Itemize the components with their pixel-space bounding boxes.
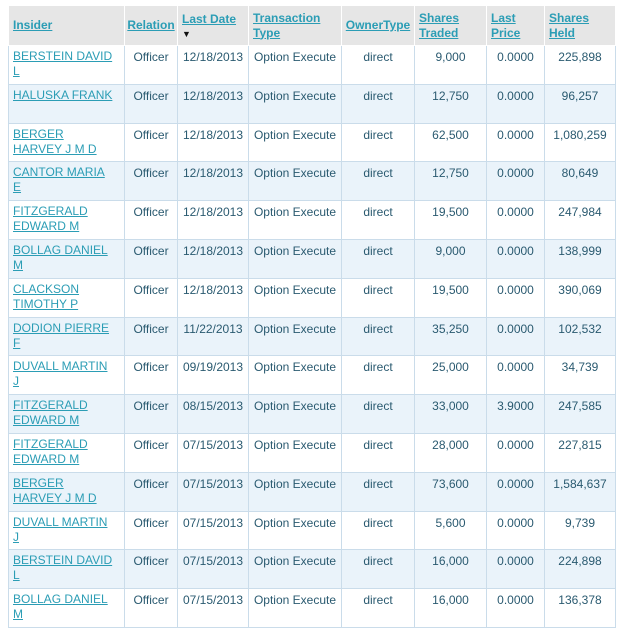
- last_date-cell: [178, 550, 249, 589]
- shares_held-value: 390,069: [558, 282, 602, 297]
- shares_held-value: 227,815: [558, 437, 602, 452]
- last_date-cell: [178, 356, 249, 395]
- transaction_type-value: Option Execute: [253, 166, 337, 181]
- shares_traded-value: 5,600: [435, 515, 466, 530]
- owner_type-value: direct: [363, 321, 393, 336]
- last_date-value: 07/15/2013: [182, 476, 244, 491]
- last_date-value: 07/15/2013: [182, 554, 244, 569]
- last_price-cell: [487, 356, 545, 395]
- insider-name-link[interactable]: BERGER HARVEY J M D: [13, 475, 97, 505]
- last_price-value: 0.0000: [497, 88, 534, 103]
- last_price-cell: [487, 84, 545, 123]
- table-row: [9, 46, 616, 85]
- insider-name-link[interactable]: BOLLAG DANIEL M: [13, 592, 108, 622]
- relation-cell: [125, 589, 178, 628]
- column-header-owner_type: [342, 6, 415, 46]
- owner_type-cell: [342, 589, 415, 628]
- shares_held-cell: [545, 239, 616, 278]
- owner_type-cell: [342, 433, 415, 472]
- relation-value: Officer: [133, 243, 169, 258]
- owner_type-cell: [342, 317, 415, 356]
- owner_type-cell: [342, 123, 415, 162]
- relation-value: Officer: [133, 166, 169, 181]
- shares_traded-cell: [415, 162, 487, 201]
- transaction_type-value: Option Execute: [253, 399, 337, 414]
- shares_traded-value: 12,750: [432, 88, 469, 103]
- shares_traded-cell: [415, 433, 487, 472]
- transaction_type-cell: [249, 472, 342, 511]
- sort-link-last_price[interactable]: Last Price: [491, 10, 521, 40]
- shares_traded-cell: [415, 511, 487, 550]
- owner_type-value: direct: [363, 127, 393, 142]
- shares_held-value: 138,999: [558, 243, 602, 258]
- relation-value: Officer: [133, 399, 169, 414]
- shares_held-value: 225,898: [558, 50, 602, 64]
- transaction_type-cell: [249, 395, 342, 434]
- owner_type-value: direct: [363, 205, 393, 220]
- last_price-cell: [487, 46, 545, 85]
- relation-value: Officer: [133, 476, 169, 491]
- relation-cell: [125, 472, 178, 511]
- last_price-cell: [487, 162, 545, 201]
- transaction_type-cell: [249, 511, 342, 550]
- relation-value: Officer: [133, 88, 169, 103]
- relation-value: Officer: [133, 554, 169, 569]
- last_date-cell: [178, 46, 249, 85]
- last_price-cell: [487, 550, 545, 589]
- shares_held-cell: [545, 589, 616, 628]
- transaction_type-value: Option Execute: [253, 554, 337, 569]
- transaction_type-value: Option Execute: [253, 476, 337, 491]
- last_date-value: 12/18/2013: [182, 166, 244, 181]
- last_price-value: 0.0000: [497, 243, 534, 258]
- sort-link-last_date[interactable]: Last Date: [182, 12, 237, 26]
- last_price-value: 3.9000: [497, 399, 534, 414]
- shares_held-cell: [545, 46, 616, 85]
- insider-cell: [9, 84, 125, 123]
- shares_traded-cell: [415, 317, 487, 356]
- shares_traded-cell: [415, 46, 487, 85]
- shares_traded-value: 12,750: [432, 166, 469, 181]
- last_date-cell: [178, 162, 249, 201]
- sort-link-shares_traded[interactable]: Shares Traded: [419, 10, 460, 40]
- shares_traded-value: 28,000: [432, 437, 469, 452]
- column-header-transaction_type: [249, 6, 342, 46]
- owner_type-value: direct: [363, 593, 393, 608]
- shares_traded-cell: [415, 201, 487, 240]
- owner_type-cell: [342, 46, 415, 85]
- relation-cell: [125, 239, 178, 278]
- relation-cell: [125, 84, 178, 123]
- relation-cell: [125, 46, 178, 85]
- transaction_type-cell: [249, 123, 342, 162]
- column-header-shares_traded: [415, 6, 487, 46]
- shares_traded-cell: [415, 550, 487, 589]
- insider-name-link[interactable]: DUVALL MARTIN J: [13, 359, 108, 389]
- insider-cell: [9, 356, 125, 395]
- shares_traded-value: 62,500: [432, 127, 469, 142]
- shares_held-cell: [545, 472, 616, 511]
- insider-cell: [9, 589, 125, 628]
- last_date-cell: [178, 278, 249, 317]
- owner_type-cell: [342, 201, 415, 240]
- transaction_type-value: Option Execute: [253, 205, 337, 220]
- table-row: [9, 395, 616, 434]
- insider-name-link[interactable]: FITZGERALD EDWARD M: [13, 398, 88, 428]
- sort-link-relation[interactable]: Relation: [127, 18, 175, 32]
- last_date-value: 09/19/2013: [182, 360, 244, 375]
- transaction_type-value: Option Execute: [253, 282, 337, 297]
- shares_traded-cell: [415, 123, 487, 162]
- insider-name-link[interactable]: BERSTEIN DAVID L: [13, 49, 113, 78]
- owner_type-value: direct: [363, 515, 393, 530]
- insider-name-link[interactable]: BERGER HARVEY J M D: [13, 126, 97, 156]
- transaction_type-cell: [249, 356, 342, 395]
- shares_traded-value: 35,250: [432, 321, 469, 336]
- shares_held-cell: [545, 433, 616, 472]
- last_price-value: 0.0000: [497, 50, 534, 64]
- table-body: [9, 46, 616, 628]
- last_price-value: 0.0000: [497, 515, 534, 530]
- shares_held-value: 34,739: [561, 360, 599, 375]
- last_date-value: 12/18/2013: [182, 88, 244, 103]
- shares_held-cell: [545, 162, 616, 201]
- last_date-cell: [178, 511, 249, 550]
- shares_traded-cell: [415, 278, 487, 317]
- last_date-value: 12/18/2013: [182, 282, 244, 297]
- insider-name-link[interactable]: CLACKSON TIMOTHY P: [13, 281, 80, 311]
- owner_type-value: direct: [363, 50, 393, 64]
- insider-name-link[interactable]: BERSTEIN DAVID L: [13, 553, 113, 583]
- last_date-cell: [178, 201, 249, 240]
- transaction_type-value: Option Execute: [253, 127, 337, 142]
- shares_traded-cell: [415, 589, 487, 628]
- column-header-shares_held: [545, 6, 616, 46]
- insider-cell: [9, 278, 125, 317]
- last_price-value: 0.0000: [497, 166, 534, 181]
- table-row: [9, 239, 616, 278]
- shares_held-value: 247,585: [558, 399, 602, 414]
- shares_traded-cell: [415, 395, 487, 434]
- shares_traded-value: 9,000: [435, 50, 466, 64]
- relation-cell: [125, 511, 178, 550]
- last_price-cell: [487, 239, 545, 278]
- relation-cell: [125, 162, 178, 201]
- shares_held-cell: [545, 550, 616, 589]
- owner_type-value: direct: [363, 437, 393, 452]
- relation-cell: [125, 123, 178, 162]
- transaction_type-cell: [249, 46, 342, 85]
- table-row: [9, 123, 616, 162]
- owner_type-cell: [342, 550, 415, 589]
- sort-desc-icon: ▼: [182, 29, 191, 39]
- shares_held-cell: [545, 317, 616, 356]
- shares_traded-value: 16,000: [432, 554, 469, 569]
- insider-name-link[interactable]: DODION PIERRE F: [13, 320, 110, 350]
- last_date-value: 12/18/2013: [182, 50, 244, 64]
- shares_traded-value: 16,000: [432, 593, 469, 608]
- insider-cell: [9, 433, 125, 472]
- relation-cell: [125, 317, 178, 356]
- table-row: [9, 201, 616, 240]
- owner_type-value: direct: [363, 399, 393, 414]
- last_price-value: 0.0000: [497, 476, 534, 491]
- last_date-cell: [178, 317, 249, 356]
- table-row: [9, 433, 616, 472]
- shares_held-value: 80,649: [561, 166, 599, 181]
- relation-value: Officer: [133, 321, 169, 336]
- sort-link-transaction_type[interactable]: Transaction Type: [253, 10, 321, 40]
- relation-cell: [125, 395, 178, 434]
- last_price-cell: [487, 123, 545, 162]
- shares_held-cell: [545, 511, 616, 550]
- insider-name-link[interactable]: FITZGERALD EDWARD M: [13, 204, 88, 234]
- transaction_type-value: Option Execute: [253, 593, 337, 608]
- shares_held-value: 9,739: [564, 515, 596, 530]
- transaction_type-cell: [249, 550, 342, 589]
- last_price-value: 0.0000: [497, 321, 534, 336]
- table-row: [9, 511, 616, 550]
- table-row: [9, 162, 616, 201]
- insider-name-link[interactable]: CANTOR MARIA E: [13, 165, 105, 195]
- owner_type-cell: [342, 162, 415, 201]
- last_date-cell: [178, 395, 249, 434]
- transaction_type-value: Option Execute: [253, 515, 337, 530]
- transaction_type-value: Option Execute: [253, 88, 337, 103]
- shares_traded-value: 19,500: [432, 205, 469, 220]
- owner_type-value: direct: [363, 554, 393, 569]
- shares_held-cell: [545, 278, 616, 317]
- transaction_type-value: Option Execute: [253, 50, 337, 64]
- relation-value: Officer: [133, 205, 169, 220]
- insider-cell: [9, 123, 125, 162]
- sort-link-insider[interactable]: Insider: [13, 18, 53, 32]
- owner_type-value: direct: [363, 166, 393, 181]
- relation-cell: [125, 278, 178, 317]
- shares_traded-value: 19,500: [432, 282, 469, 297]
- insider-cell: [9, 317, 125, 356]
- last_price-cell: [487, 589, 545, 628]
- column-header-last_date: [178, 6, 249, 46]
- table-row: [9, 472, 616, 511]
- insider-cell: [9, 162, 125, 201]
- last_price-cell: [487, 511, 545, 550]
- last_price-value: 0.0000: [497, 205, 534, 220]
- owner_type-value: direct: [363, 88, 393, 103]
- relation-value: Officer: [133, 282, 169, 297]
- insider-cell: [9, 550, 125, 589]
- relation-cell: [125, 356, 178, 395]
- last_price-value: 0.0000: [497, 282, 534, 297]
- insider-cell: [9, 395, 125, 434]
- insider-cell: [9, 239, 125, 278]
- shares_traded-cell: [415, 472, 487, 511]
- table-row: [9, 317, 616, 356]
- last_date-value: 12/18/2013: [182, 243, 244, 258]
- last_date-value: 07/15/2013: [182, 437, 244, 452]
- insider-cell: [9, 201, 125, 240]
- shares_traded-cell: [415, 356, 487, 395]
- owner_type-value: direct: [363, 360, 393, 375]
- insider-cell: [9, 46, 125, 85]
- insider-cell: [9, 511, 125, 550]
- transaction_type-cell: [249, 433, 342, 472]
- shares_traded-value: 9,000: [435, 243, 466, 258]
- last_date-cell: [178, 239, 249, 278]
- shares_held-cell: [545, 123, 616, 162]
- last_price-cell: [487, 472, 545, 511]
- transaction_type-value: Option Execute: [253, 321, 337, 336]
- last_date-value: 12/18/2013: [182, 205, 244, 220]
- shares_traded-cell: [415, 84, 487, 123]
- shares_traded-value: 33,000: [432, 399, 469, 414]
- insider-cell: [9, 472, 125, 511]
- table-header: [9, 6, 616, 46]
- transaction_type-value: Option Execute: [253, 360, 337, 375]
- relation-cell: [125, 550, 178, 589]
- shares_held-value: 1,584,637: [553, 476, 607, 491]
- last_date-cell: [178, 84, 249, 123]
- transaction_type-cell: [249, 162, 342, 201]
- last_date-cell: [178, 472, 249, 511]
- last_date-cell: [178, 433, 249, 472]
- last_date-value: 07/15/2013: [182, 593, 244, 608]
- last_date-cell: [178, 123, 249, 162]
- shares_held-value: 96,257: [561, 88, 599, 103]
- owner_type-cell: [342, 511, 415, 550]
- shares_held-value: 247,984: [558, 205, 602, 220]
- insider-name-link[interactable]: DUVALL MARTIN J: [13, 514, 108, 544]
- last_price-value: 0.0000: [497, 593, 534, 608]
- transaction_type-cell: [249, 278, 342, 317]
- shares_held-cell: [545, 395, 616, 434]
- table-row: [9, 550, 616, 589]
- last_price-cell: [487, 278, 545, 317]
- last_price-cell: [487, 395, 545, 434]
- last_date-cell: [178, 589, 249, 628]
- owner_type-value: direct: [363, 282, 393, 297]
- owner_type-cell: [342, 84, 415, 123]
- column-header-relation: [125, 6, 178, 46]
- transaction_type-cell: [249, 589, 342, 628]
- last_date-value: 07/15/2013: [182, 515, 244, 530]
- transaction_type-cell: [249, 239, 342, 278]
- last_date-value: 08/15/2013: [182, 399, 244, 414]
- last_price-value: 0.0000: [497, 554, 534, 569]
- relation-value: Officer: [133, 360, 169, 375]
- shares_held-value: 102,532: [558, 321, 602, 336]
- insider-trades-table: [8, 5, 616, 628]
- last_price-cell: [487, 433, 545, 472]
- relation-value: Officer: [133, 50, 169, 64]
- table-row: [9, 356, 616, 395]
- last_date-value: 12/18/2013: [182, 127, 244, 142]
- table-row: [9, 589, 616, 628]
- owner_type-cell: [342, 356, 415, 395]
- shares_traded-value: 25,000: [432, 360, 469, 375]
- owner_type-value: direct: [363, 243, 393, 258]
- owner_type-cell: [342, 395, 415, 434]
- last_price-value: 0.0000: [497, 127, 534, 142]
- relation-cell: [125, 433, 178, 472]
- last_price-cell: [487, 317, 545, 356]
- transaction_type-cell: [249, 201, 342, 240]
- shares_held-cell: [545, 84, 616, 123]
- table-row: [9, 84, 616, 123]
- transaction_type-value: Option Execute: [253, 243, 337, 258]
- shares_held-value: 224,898: [558, 554, 602, 569]
- last_price-value: 0.0000: [497, 437, 534, 452]
- shares_held-value: 1,080,259: [553, 127, 607, 142]
- transaction_type-cell: [249, 84, 342, 123]
- relation-value: Officer: [133, 593, 169, 608]
- relation-value: Officer: [133, 127, 169, 142]
- shares_held-value: 136,378: [558, 593, 602, 608]
- header-row: [9, 6, 616, 46]
- sort-link-shares_held[interactable]: Shares Held: [549, 10, 590, 40]
- shares_held-cell: [545, 356, 616, 395]
- table-row: [9, 278, 616, 317]
- owner_type-cell: [342, 278, 415, 317]
- column-header-last_price: [487, 6, 545, 46]
- insider-name-link[interactable]: FITZGERALD EDWARD M: [13, 436, 88, 466]
- shares_held-cell: [545, 201, 616, 240]
- relation-value: Officer: [133, 437, 169, 452]
- column-header-insider: [9, 6, 125, 46]
- relation-value: Officer: [133, 515, 169, 530]
- last_price-cell: [487, 201, 545, 240]
- insider-name-link[interactable]: BOLLAG DANIEL M: [13, 242, 108, 272]
- transaction_type-cell: [249, 317, 342, 356]
- transaction_type-value: Option Execute: [253, 437, 337, 452]
- last_price-value: 0.0000: [497, 360, 534, 375]
- owner_type-value: direct: [363, 476, 393, 491]
- sort-link-owner_type[interactable]: OwnerType: [345, 18, 411, 32]
- insider-name-link[interactable]: HALUSKA FRANK: [13, 87, 113, 102]
- shares_traded-value: 73,600: [432, 476, 469, 491]
- shares_traded-cell: [415, 239, 487, 278]
- owner_type-cell: [342, 239, 415, 278]
- relation-cell: [125, 201, 178, 240]
- owner_type-cell: [342, 472, 415, 511]
- last_date-value: 11/22/2013: [183, 321, 243, 336]
